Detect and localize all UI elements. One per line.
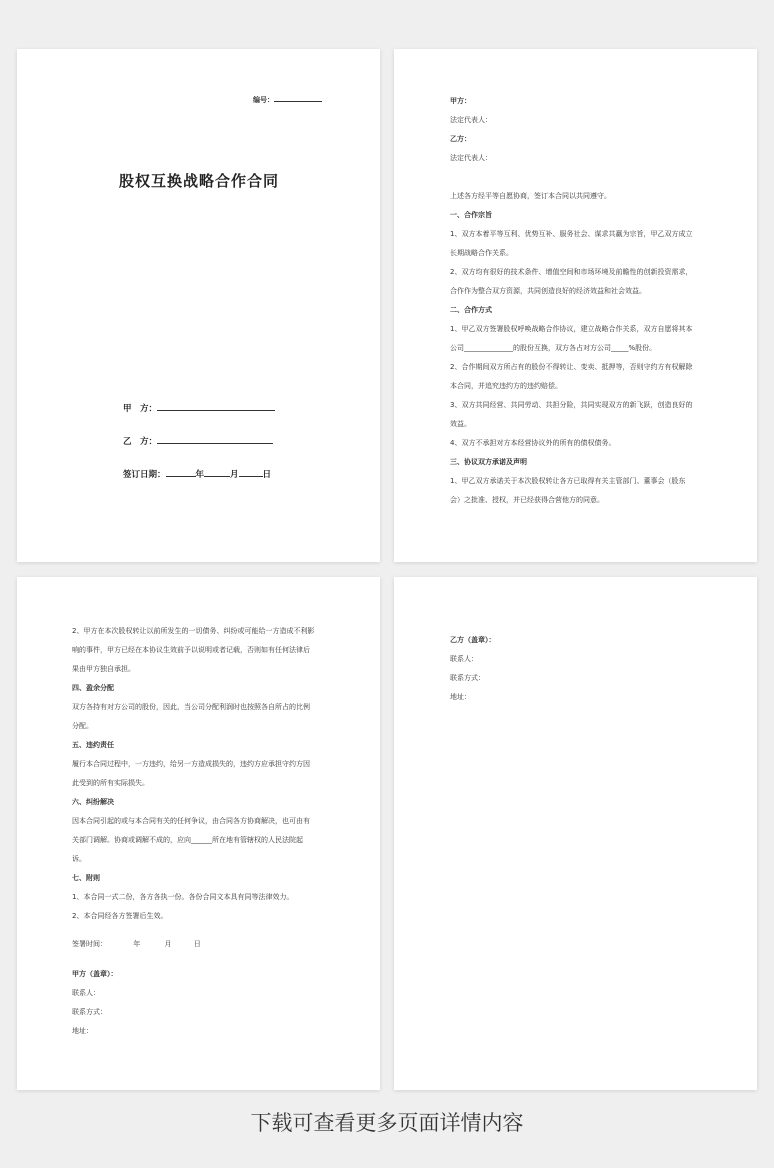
contract-number-label: 编号：	[253, 96, 274, 104]
body-line: 1、双方本着平等互利、优势互补、服务社会、谋求共赢为宗旨，甲乙双方成立	[450, 230, 693, 238]
page-2-body	[450, 92, 710, 510]
party-b-blank	[157, 434, 273, 444]
sign-time-label: 签署时间：	[72, 940, 107, 948]
body-line: 诉。	[72, 855, 86, 863]
section-heading: 一、合作宗旨	[450, 211, 492, 219]
party-b-address: 地址：	[450, 693, 471, 701]
body-line: 因本合同引起的或与本合同有关的任何争议，由合同各方协商解决，也可由有	[72, 817, 310, 825]
body-line: 2、合作期间双方所占有的股份不得转让、变卖、抵押等，否则守约方有权解除	[450, 363, 693, 371]
body-line: 关部门调解。协商或调解不成的，应向______所在地有管辖权的人民法院起	[72, 836, 303, 844]
year-label: 年	[195, 470, 205, 480]
section-heading: 甲方：	[450, 97, 471, 105]
year-blank	[166, 467, 196, 477]
sign-date-label: 签订日期：	[123, 470, 166, 480]
body-line: 4、双方不承担对方本经营协议外的所有的债权债务。	[450, 439, 616, 447]
page-3-body	[72, 622, 332, 926]
contract-title: 股权互换战略合作合同	[119, 172, 280, 190]
body-line: 1、本合同一式二份，各方各执一份。各份合同文本具有同等法律效力。	[72, 893, 294, 901]
body-line: 履行本合同过程中，一方违约，给另一方造成损失的，违约方应承担守约方因	[72, 760, 310, 768]
sign-time-year: 年	[133, 940, 141, 948]
body-line: 2、本合同经各方签署后生效。	[72, 912, 168, 920]
party-a-contact: 联系人：	[72, 989, 100, 997]
body-line: 2、双方均有很好的技术条件、增值空间和市场环境及前瞻性的创新投资需求，	[450, 268, 693, 276]
section-heading: 三、协议双方承诺及声明	[450, 458, 527, 466]
body-line: 1、甲乙双方承诺关于本次股权转让各方已取得有关主管部门、董事会（股东	[450, 477, 686, 485]
body-line: 果由甲方独自承担。	[72, 665, 135, 673]
party-b-line	[123, 434, 273, 447]
section-heading: 四、盈余分配	[72, 684, 114, 692]
body-line: 法定代表人：	[450, 116, 492, 124]
party-a-line	[123, 401, 275, 414]
body-line: 3、双方共同经营、共同劳动、共担分险，共同实现双方的新飞跃，创造良好的	[450, 401, 693, 409]
download-more-caption: 下载可查看更多页面详情内容	[250, 1111, 524, 1135]
body-line: 上述各方经平等自愿协商，签订本合同以共同遵守。	[450, 192, 611, 200]
contract-page-4	[394, 577, 757, 1090]
sign-time-line	[72, 939, 201, 949]
body-line: 本合同，并追究违约方的违约赔偿。	[450, 382, 562, 390]
contract-number	[253, 93, 322, 105]
section-heading: 七、附则	[72, 874, 100, 882]
party-b-seal: 乙方（盖章）：	[450, 636, 496, 644]
body-line: 公司______________的股份互换，双方各占对方公司_____%股份。	[450, 344, 657, 352]
body-line: 效益。	[450, 420, 471, 428]
body-line: 分配。	[72, 722, 93, 730]
month-blank	[204, 467, 230, 477]
party-b-contact-method: 联系方式：	[450, 674, 485, 682]
section-heading: 二、合作方式	[450, 306, 492, 314]
body-line: 2、甲方在本次股权转让以前所发生的一切债务、纠纷或可能给一方造成不利影	[72, 627, 315, 635]
party-b-contact: 联系人：	[450, 655, 478, 663]
party-a-address: 地址：	[72, 1027, 93, 1035]
contract-page-3	[17, 577, 380, 1090]
day-blank	[239, 467, 263, 477]
body-line: 响的事件，甲方已经在本协议生效前予以说明或者记载，否则如有任何法律后	[72, 646, 310, 654]
contract-number-blank	[274, 93, 322, 102]
party-a-blank	[157, 401, 275, 411]
contract-cover-page	[17, 49, 380, 562]
sign-time-month: 月	[164, 940, 172, 948]
month-label: 月	[230, 470, 239, 480]
body-line: 合作作为整合双方资源，共同创造良好的经济效益和社会效益。	[450, 287, 646, 295]
party-a-contact-method: 联系方式：	[72, 1008, 107, 1016]
body-line: 会）之批准、授权，并已经获得合营他方的同意。	[450, 496, 604, 504]
body-line	[450, 168, 710, 187]
day-label: 日	[262, 470, 272, 480]
body-line: 1、甲乙双方签署股权呼唤战略合作协议，建立战略合作关系，双方自愿将其本	[450, 325, 693, 333]
sign-time-day: 日	[193, 940, 201, 948]
party-a-label: 甲 方：	[123, 404, 158, 414]
section-heading: 六、纠纷解决	[72, 798, 114, 806]
body-line: 法定代表人：	[450, 154, 492, 162]
section-heading: 乙方：	[450, 135, 471, 143]
body-line: 长期战略合作关系。	[450, 249, 513, 257]
party-b-label: 乙 方：	[123, 437, 158, 447]
body-line: 此受到的所有实际损失。	[72, 779, 149, 787]
party-a-seal: 甲方（盖章）：	[72, 970, 118, 978]
sign-date-line	[123, 467, 271, 480]
contract-page-2	[394, 49, 757, 562]
section-heading: 五、违约责任	[72, 741, 114, 749]
body-line: 双方各持有对方公司的股份，因此，当公司分配利润时也按照各自所占的比例	[72, 703, 310, 711]
